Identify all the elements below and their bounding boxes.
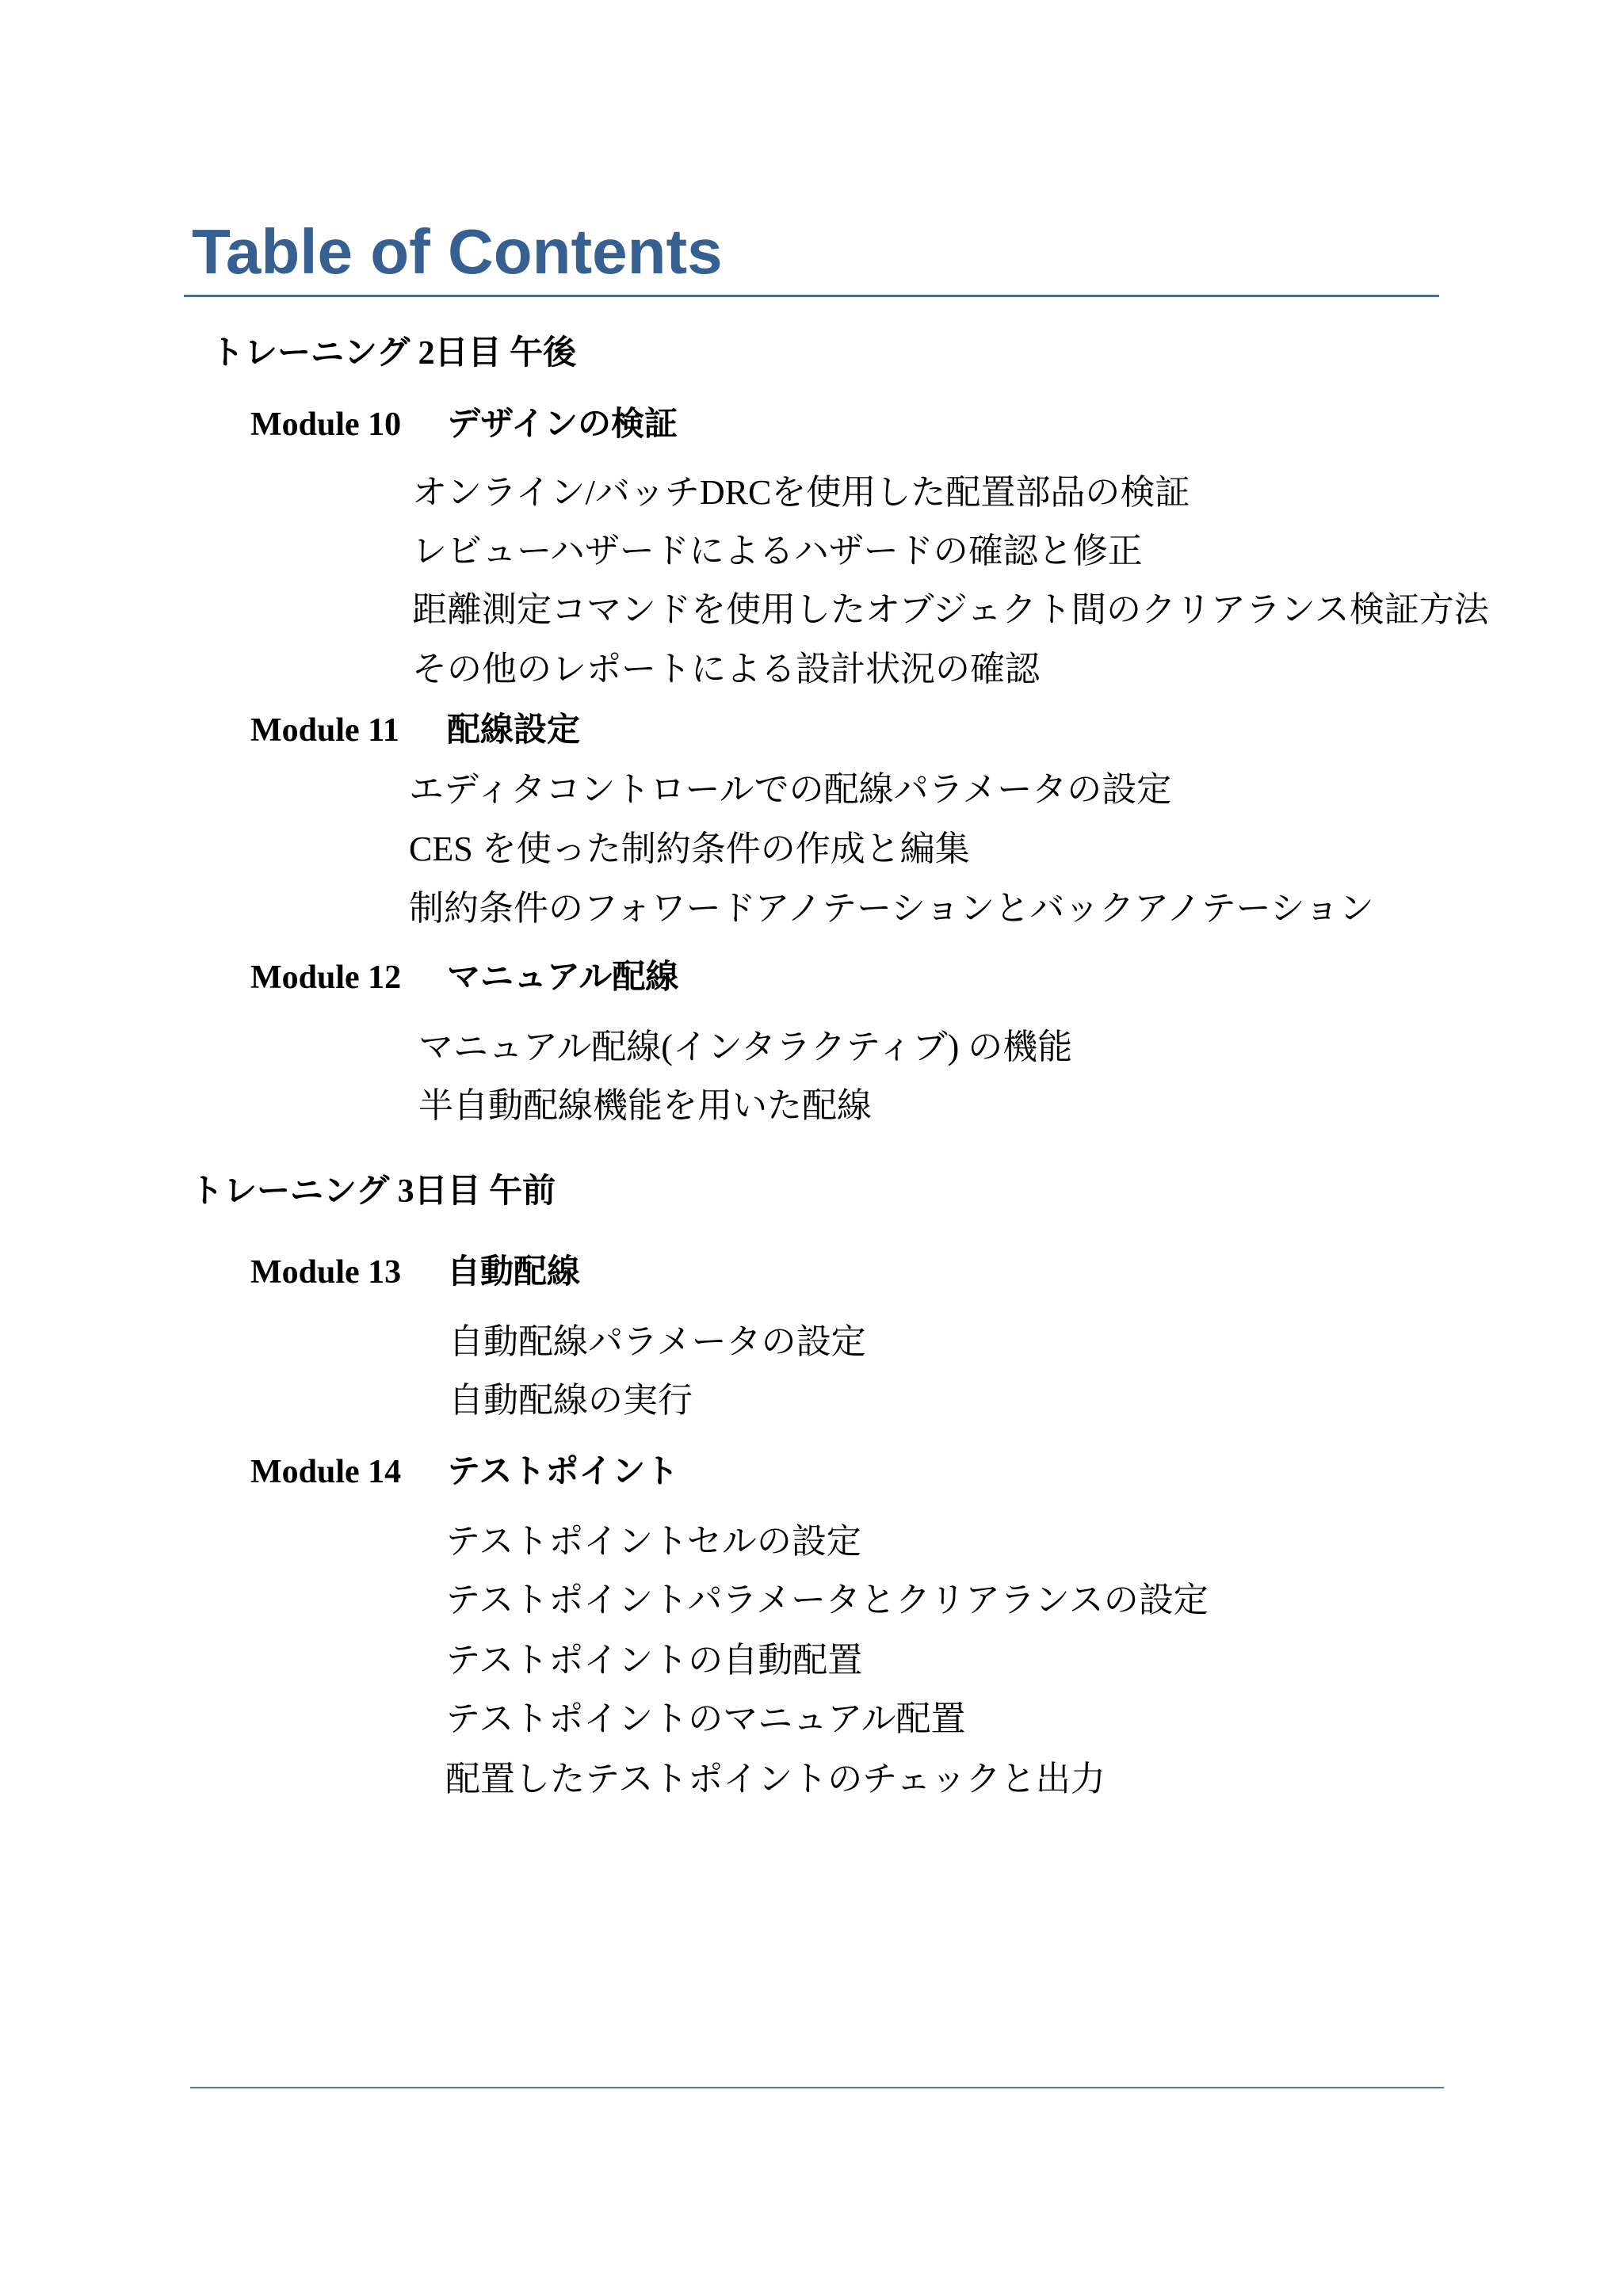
module-number: Module 10 bbox=[250, 406, 402, 443]
module-number: Module 11 bbox=[250, 712, 399, 749]
footer-divider bbox=[190, 2087, 1444, 2088]
toc-module-heading bbox=[250, 1249, 580, 1296]
toc-item: CES を使った制約条件の作成と編集 bbox=[409, 830, 970, 868]
toc-module-heading bbox=[250, 401, 678, 448]
title-divider bbox=[184, 295, 1439, 297]
toc-module-heading bbox=[250, 954, 678, 1001]
module-title: マニュアル配線 bbox=[447, 959, 679, 996]
toc-item: マニュアル配線(インタラクティブ) の機能 bbox=[418, 1028, 1073, 1066]
page-title: Table of Contents bbox=[192, 216, 723, 287]
toc-item: オンライン/バッチDRCを使用した配置部品の検証 bbox=[412, 473, 1190, 512]
toc-item: その他のレポートによる設計状況の確認 bbox=[412, 650, 1040, 688]
toc-item: 自動配線パラメータの設定 bbox=[449, 1322, 866, 1361]
toc-item: テストポイントパラメータとクリアランスの設定 bbox=[445, 1581, 1209, 1619]
module-title: デザインの検証 bbox=[447, 406, 678, 443]
module-title: 自動配線 bbox=[447, 1254, 581, 1291]
toc-module-heading bbox=[250, 707, 580, 754]
toc-day-heading: トレーニング 2日目 午後 bbox=[211, 335, 577, 372]
toc-day-heading: トレーニング 3日目 午前 bbox=[190, 1173, 556, 1210]
toc-item: 自動配線の実行 bbox=[449, 1381, 693, 1420]
module-number: Module 14 bbox=[250, 1454, 402, 1490]
toc-module-heading bbox=[250, 1448, 678, 1496]
toc-item: レビューハザードによるハザードの確認と修正 bbox=[412, 532, 1143, 570]
toc-item: テストポイントのマニュアル配置 bbox=[445, 1699, 966, 1738]
toc-item: 配置したテストポイントのチェックと出力 bbox=[445, 1760, 1106, 1798]
module-title: テストポイント bbox=[447, 1454, 679, 1490]
module-number: Module 13 bbox=[250, 1254, 402, 1291]
module-number: Module 12 bbox=[250, 959, 402, 996]
toc-item: エディタコントロールでの配線パラメータの設定 bbox=[409, 770, 1172, 809]
toc-item: 半自動配線機能を用いた配線 bbox=[418, 1086, 872, 1125]
toc-item: テストポイントの自動配置 bbox=[445, 1641, 863, 1680]
toc-item: 距離測定コマンドを使用したオブジェクト間のクリアランス検証方法 bbox=[412, 590, 1489, 629]
toc-item: 制約条件のフォワードアノテーションとバックアノテーション bbox=[409, 889, 1374, 928]
module-title: 配線設定 bbox=[447, 712, 581, 749]
toc-item: テストポイントセルの設定 bbox=[445, 1522, 861, 1561]
